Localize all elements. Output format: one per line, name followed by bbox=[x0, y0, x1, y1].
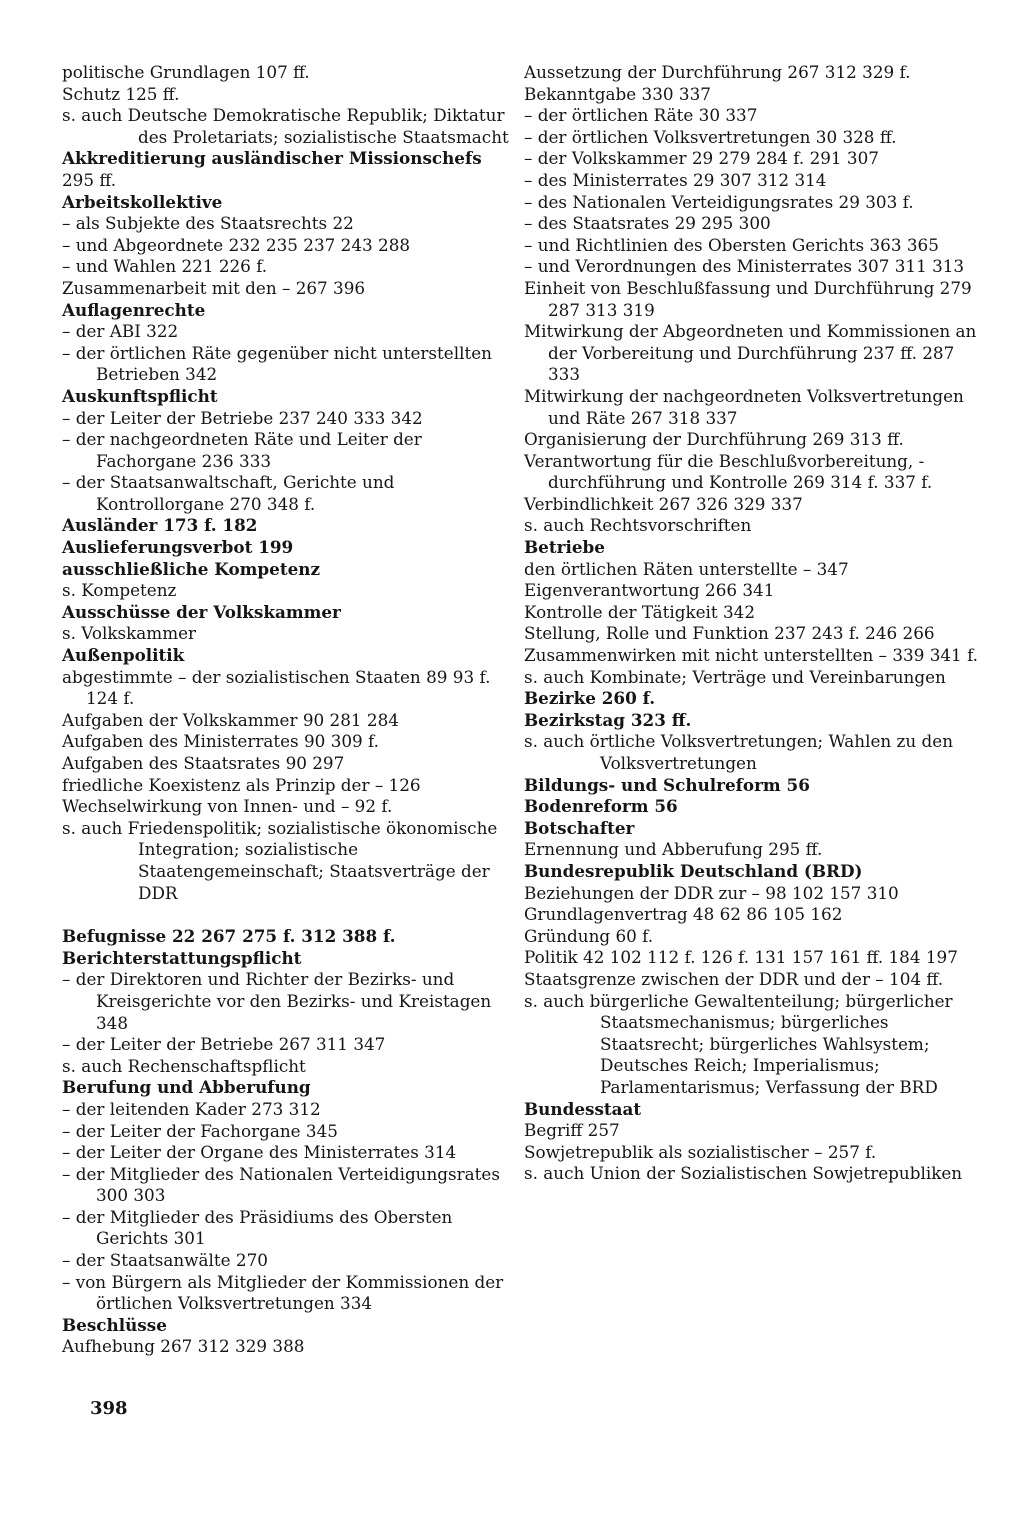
index-entry: – der nachgeordneten Räte und Leiter der Fachorgane 236 333 bbox=[62, 429, 422, 471]
index-entry: – der Leiter der Fachorgane 345 bbox=[62, 1120, 338, 1141]
index-column-left bbox=[62, 62, 510, 1358]
index-entry: Mitwirkung der nachgeordneten Volksvertretungen und Räte 267 318 337 bbox=[524, 385, 964, 428]
index-entry: Begriff 257 bbox=[524, 1120, 620, 1141]
index-entry: – und Wahlen 221 226 f. bbox=[62, 256, 268, 277]
spacer bbox=[62, 904, 510, 926]
index-entry: den örtlichen Räten unterstellte – 347 bbox=[524, 558, 849, 579]
index-heading: Arbeitskollektive bbox=[62, 191, 223, 212]
index-entry: s. Volkskammer bbox=[62, 623, 197, 644]
index-entry: Ernennung und Abberufung 295 ff. bbox=[524, 839, 823, 860]
index-heading: Befugnisse 22 267 275 f. 312 388 f. bbox=[62, 926, 396, 947]
index-entry: – und Abgeordnete 232 235 237 243 288 bbox=[62, 234, 411, 255]
index-heading: Ausländer 173 f. 182 bbox=[62, 515, 258, 536]
index-entry: Aussetzung der Durchführung 267 312 329 f. bbox=[524, 62, 911, 82]
index-heading: Botschafter bbox=[524, 817, 635, 838]
index-heading: Betriebe bbox=[524, 537, 605, 558]
index-entry: abgestimmte – der sozialistischen Staaten 89 93 f. 124 f. bbox=[62, 666, 491, 709]
index-entry: Kontrolle der Tätigkeit 342 bbox=[524, 601, 756, 622]
index-entry: – des Ministerrates 29 307 312 314 bbox=[524, 169, 827, 190]
index-entry: – der Mitglieder des Präsidiums des Obersten Gerichts 301 bbox=[62, 1206, 453, 1249]
index-entry: Aufgaben des Staatsrates 90 297 bbox=[62, 753, 345, 773]
index-column-right bbox=[524, 62, 986, 1185]
index-heading: Auskunftspflicht bbox=[62, 385, 218, 406]
index-entry: Bekanntgabe 330 337 bbox=[524, 83, 711, 104]
index-entry: s. auch örtliche Volksvertretungen; Wahlen zu den Volksvertretungen bbox=[524, 731, 954, 773]
index-entry: Eigenverantwortung 266 341 bbox=[524, 580, 775, 601]
index-entry: – der Leiter der Organe des Ministerrates 314 bbox=[62, 1142, 457, 1163]
page-number: 398 bbox=[90, 1398, 128, 1419]
index-entry: Mitwirkung der Abgeordneten und Kommissionen an der Vorbereitung und Durchführung 237 ff. 287 333 bbox=[524, 321, 977, 385]
index-entry: s. auch bürgerliche Gewaltenteilung; bürgerlicher Staatsmechanismus; bürgerliches Staatsrecht; bürgerliches Wahlsystem; Deutsches Reich; Imperialismus; Parlamentarismus; Verfassung der BRD bbox=[524, 990, 953, 1097]
index-entry: – des Nationalen Verteidigungsrates 29 303 f. bbox=[524, 191, 914, 212]
index-entry: s. Kompetenz bbox=[62, 580, 177, 601]
index-entry: friedliche Koexistenz als Prinzip der – 126 bbox=[62, 774, 421, 795]
index-heading: Berichterstattungspflicht bbox=[62, 947, 302, 968]
index-entry: s. auch Union der Sozialistischen Sowjetrepubliken bbox=[524, 1163, 963, 1184]
index-entry: Politik 42 102 112 f. 126 f. 131 157 161 ff. 184 197 bbox=[524, 947, 958, 968]
index-entry: – der leitenden Kader 273 312 bbox=[62, 1098, 321, 1119]
index-entry: Beziehungen der DDR zur – 98 102 157 310 bbox=[524, 882, 899, 903]
index-entry: – der örtlichen Räte 30 337 bbox=[524, 105, 758, 126]
index-heading: Bodenreform 56 bbox=[524, 796, 678, 817]
index-entry: – der Leiter der Betriebe 267 311 347 bbox=[62, 1034, 386, 1055]
index-entry: Stellung, Rolle und Funktion 237 243 f. 246 266 bbox=[524, 623, 935, 644]
index-entry: – des Staatsrates 29 295 300 bbox=[524, 213, 771, 234]
index-entry: – der Leiter der Betriebe 237 240 333 342 bbox=[62, 407, 423, 428]
index-heading: Auslieferungsverbot 199 bbox=[62, 537, 294, 558]
index-entry: Verbindlichkeit 267 326 329 337 bbox=[524, 493, 803, 514]
index-heading: Berufung und Abberufung bbox=[62, 1077, 311, 1098]
index-entry: – als Subjekte des Staatsrechts 22 bbox=[62, 213, 354, 234]
index-entry: – der Direktoren und Richter der Bezirks- und Kreisgerichte vor den Bezirks- und Kreistagen 348 bbox=[62, 969, 492, 1033]
index-entry: Aufhebung 267 312 329 388 bbox=[62, 1336, 305, 1357]
index-heading: Bildungs- und Schulreform 56 bbox=[524, 774, 810, 795]
index-entry: – der örtlichen Räte gegenüber nicht unterstellten Betrieben 342 bbox=[62, 342, 492, 385]
index-entry: s. auch Rechenschaftspflicht bbox=[62, 1055, 306, 1076]
index-entry: s. auch Deutsche Demokratische Republik; Diktatur des Proletariats; sozialistische Staatsmacht bbox=[62, 105, 509, 147]
index-heading: Bezirkstag 323 ff. bbox=[524, 709, 692, 730]
index-entry: s. auch Rechtsvorschriften bbox=[524, 515, 752, 536]
index-heading: Auflagenrechte bbox=[62, 299, 206, 320]
index-entry: 295 ff. bbox=[62, 169, 117, 190]
index-entry: – von Bürgern als Mitglieder der Kommissionen der örtlichen Volksvertretungen 334 bbox=[62, 1271, 504, 1314]
index-heading: Ausschüsse der Volkskammer bbox=[62, 601, 341, 622]
index-entry: politische Grundlagen 107 ff. bbox=[62, 62, 310, 82]
index-entry: Zusammenarbeit mit den – 267 396 bbox=[62, 277, 366, 298]
index-entry: – der Mitglieder des Nationalen Verteidigungsrates 300 303 bbox=[62, 1163, 500, 1206]
index-heading: Außenpolitik bbox=[62, 645, 185, 666]
index-heading: Akkreditierung ausländischer Missionschefs bbox=[62, 148, 482, 169]
index-heading: Bezirke 260 f. bbox=[524, 688, 656, 709]
index-entry: Schutz 125 ff. bbox=[62, 83, 180, 104]
index-entry: – der ABI 322 bbox=[62, 321, 179, 342]
index-entry: – der örtlichen Volksvertretungen 30 328 ff. bbox=[524, 126, 897, 147]
index-entry: Organisierung der Durchführung 269 313 ff. bbox=[524, 429, 904, 450]
index-entry: Aufgaben der Volkskammer 90 281 284 bbox=[62, 709, 399, 730]
index-entry: Aufgaben des Ministerrates 90 309 f. bbox=[62, 731, 379, 752]
index-entry: – und Richtlinien des Obersten Gerichts 363 365 bbox=[524, 234, 939, 255]
index-entry: Gründung 60 f. bbox=[524, 925, 654, 946]
index-heading: Bundesrepublik Deutschland (BRD) bbox=[524, 860, 863, 881]
index-entry: Wechselwirkung von Innen- und – 92 f. bbox=[62, 796, 393, 817]
index-entry: Staatsgrenze zwischen der DDR und der – 104 ff. bbox=[524, 968, 944, 989]
index-entry: – und Verordnungen des Ministerrates 307 311 313 bbox=[524, 256, 965, 277]
index-entry: s. auch Kombinate; Verträge und Vereinbarungen bbox=[524, 666, 946, 687]
index-entry: Sowjetrepublik als sozialistischer – 257 f. bbox=[524, 1141, 877, 1162]
index-entry: Grundlagenvertrag 48 62 86 105 162 bbox=[524, 904, 843, 925]
index-entry: – der Staatsanwaltschaft, Gerichte und Kontrollorgane 270 348 f. bbox=[62, 472, 395, 514]
index-heading: ausschließliche Kompetenz bbox=[62, 558, 320, 579]
index-heading: Bundesstaat bbox=[524, 1098, 642, 1119]
index-heading: Beschlüsse bbox=[62, 1314, 167, 1335]
index-entry: Zusammenwirken mit nicht unterstellten – 339 341 f. bbox=[524, 645, 979, 666]
index-entry: – der Staatsanwälte 270 bbox=[62, 1250, 268, 1271]
index-entry: Einheit von Beschlußfassung und Durchführung 279 287 313 319 bbox=[524, 277, 972, 320]
index-entry: s. auch Friedenspolitik; sozialistische ökonomische Integration; sozialistische Staatengemeinschaft; Staatsverträge der DDR bbox=[62, 817, 498, 903]
index-entry: Verantwortung für die Beschlußvorbereitung, -durchführung und Kontrolle 269 314 f. 337 f. bbox=[524, 450, 933, 493]
index-entry: – der Volkskammer 29 279 284 f. 291 307 bbox=[524, 148, 879, 169]
